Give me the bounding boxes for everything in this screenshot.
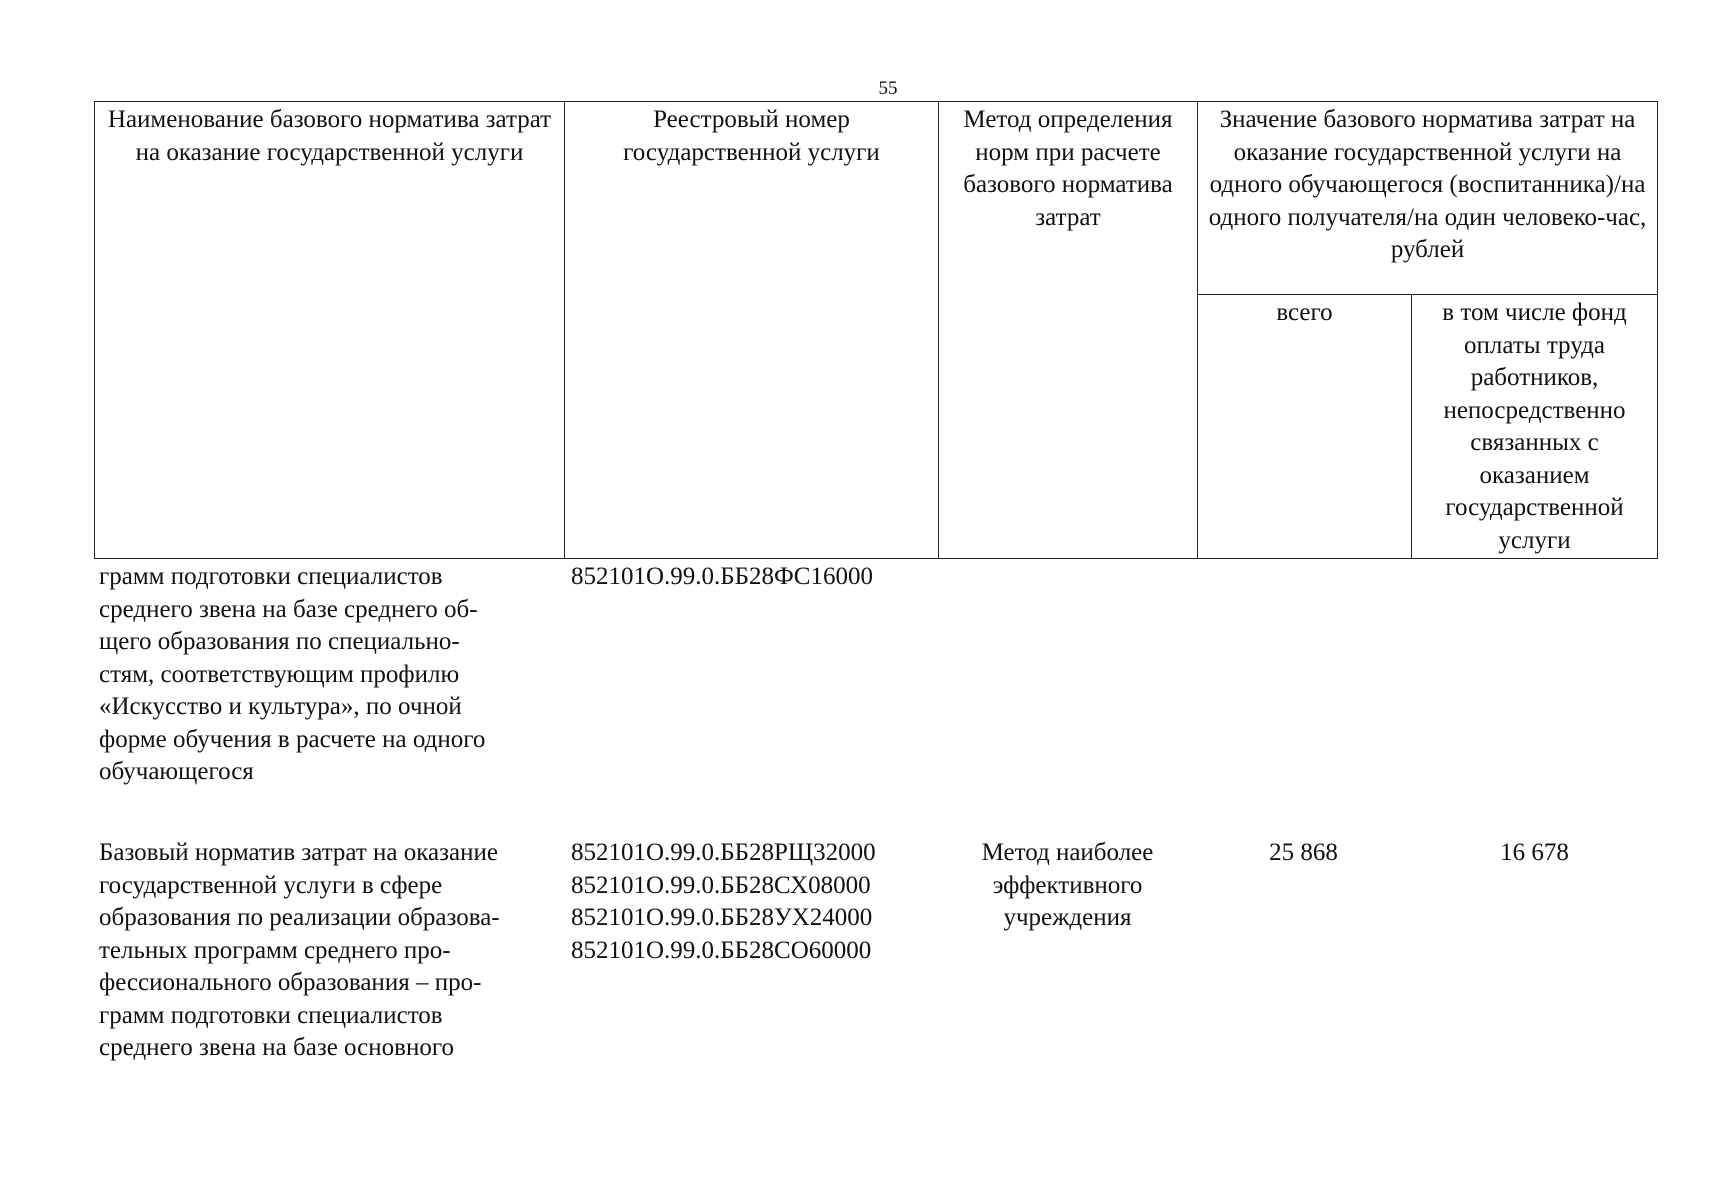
header-sub-wages: в том числе фонд оплаты труда работников, непосредственно связанных с оказанием государственной услуги: [1412, 295, 1658, 559]
page-number: 55: [878, 78, 898, 99]
row1-description-line: щего образования по специально-: [99, 628, 460, 655]
row2-total-value: 25 868: [1269, 839, 1338, 866]
row1-description: [99, 561, 557, 789]
header-col-value: Значение базового норматива затрат на оказание государственной услуги на одного обучающегося (воспитанника)/на одного получателя/на один человеко-час, рублей: [1198, 102, 1658, 295]
row2-registry-code: 852101О.99.0.ББ28СО60000: [571, 936, 872, 964]
row2-description-line: тельных программ среднего про-: [99, 936, 451, 964]
row2-registry-code: 852101О.99.0.ББ28РЩ32000: [571, 839, 876, 866]
header-col-method: Метод определения норм при расчете базового норматива затрат: [939, 102, 1198, 559]
row2-method: Метод наиболее эффективного учреждения: [981, 839, 1154, 931]
row2-wages-value: 16 678: [1500, 839, 1569, 866]
table-header: [94, 101, 1658, 559]
header-col-registry: Реестровый номер государственной услуги: [565, 102, 939, 559]
row1-description-line: «Искусство и культура», по очной: [99, 693, 462, 720]
row1-description-line: грамм подготовки специалистов: [99, 563, 443, 590]
row2-registry-codes: [571, 837, 951, 967]
row2-description: [99, 837, 557, 1065]
row1-description-line: стям, соответствующим профилю: [99, 660, 460, 688]
row2-description-line: грамм подготовки специалистов: [99, 1001, 443, 1029]
row2-description-line: Базовый норматив затрат на оказание: [99, 839, 498, 866]
row2-registry-code: 852101О.99.0.ББ28УХ24000: [571, 904, 873, 931]
header-col-name: Наименование базового норматива затрат на оказание государственной услуги: [95, 102, 565, 559]
row1-description-line: среднего звена на базе среднего об-: [99, 595, 478, 623]
row2-description-line: среднего звена на базе основного: [99, 1034, 454, 1061]
header-sub-total: всего: [1198, 295, 1412, 559]
row2-description-line: государственной услуги в сфере: [99, 871, 443, 899]
row2-description-line: образования по реализации образова-: [99, 904, 500, 931]
row2-description-line: фессионального образования – про-: [99, 969, 482, 996]
row1-description-line: обучающегося: [99, 758, 254, 785]
row1-registry-code: 852101О.99.0.ББ28ФС16000: [571, 563, 873, 590]
row1-description-line: форме обучения в расчете на одного: [99, 725, 486, 753]
row2-registry-code: 852101О.99.0.ББ28СХ08000: [571, 871, 871, 899]
